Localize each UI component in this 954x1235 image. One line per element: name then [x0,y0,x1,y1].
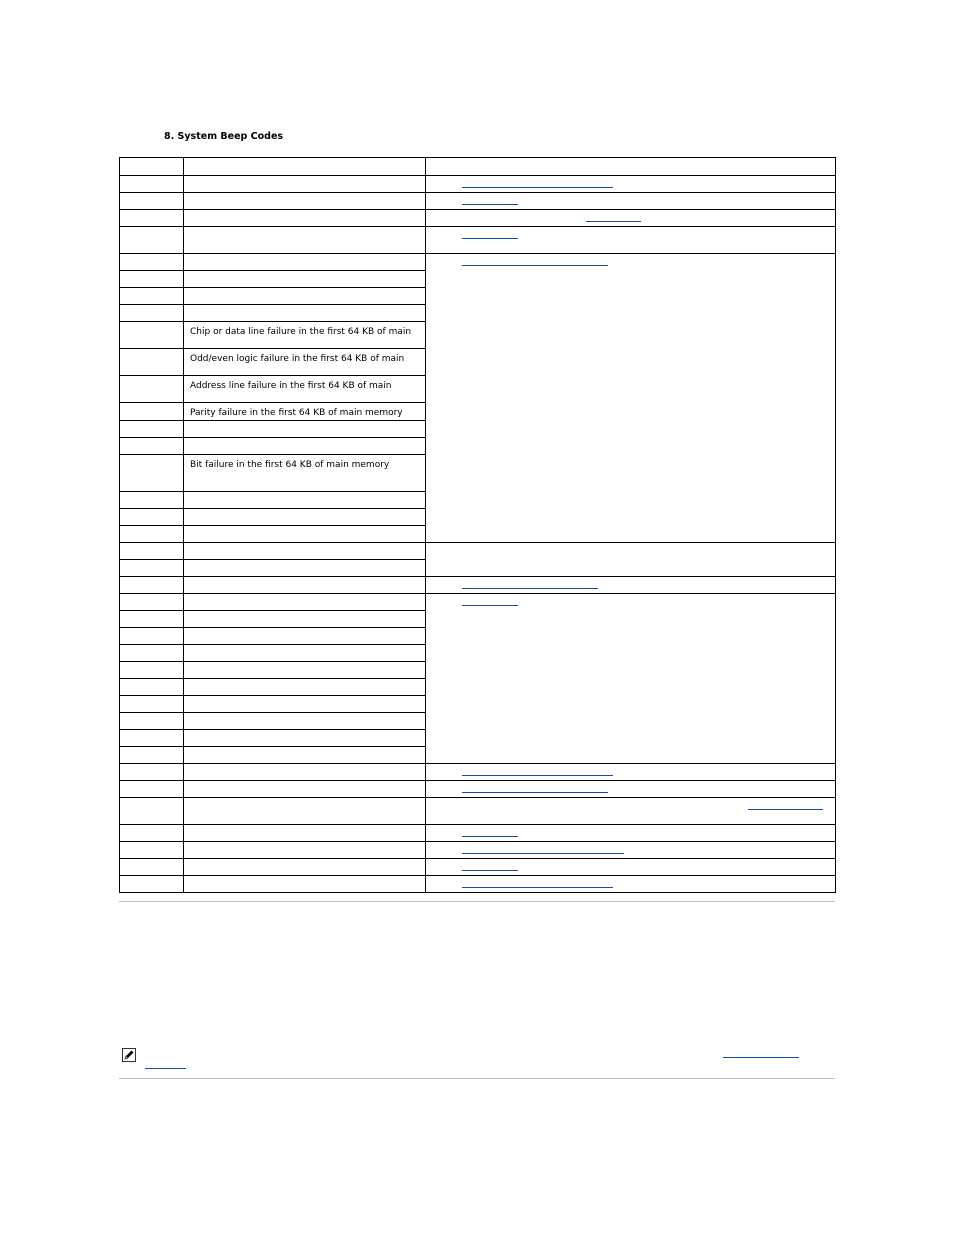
table-row [120,577,836,594]
code-cell [120,594,184,611]
code-cell [120,859,184,876]
cause-cell [184,713,426,730]
action-link[interactable] [748,809,823,810]
code-cell [120,509,184,526]
table-row [120,193,836,210]
action-cell [426,825,836,842]
cause-cell [184,764,426,781]
cause-cell [184,825,426,842]
action-link[interactable] [462,265,608,266]
note-link[interactable] [145,1068,186,1069]
action-link[interactable] [462,853,624,854]
cause-cell [184,438,426,455]
cause-cell [184,645,426,662]
cause-cell [184,210,426,227]
action-link[interactable] [586,221,641,222]
cause-cell [184,679,426,696]
action-cell [426,842,836,859]
section-title: 8. System Beep Codes [164,131,284,142]
cause-cell [184,747,426,764]
table-row [120,210,836,227]
code-cell [120,764,184,781]
action-cell [426,594,836,764]
action-link[interactable] [462,238,518,239]
cause-cell [184,798,426,825]
action-link[interactable] [462,836,518,837]
cause-cell [184,193,426,210]
code-cell [120,560,184,577]
code-cell [120,628,184,645]
cause-cell [184,305,426,322]
table-row [120,876,836,893]
code-cell [120,781,184,798]
cause-cell [184,842,426,859]
cause-cell [184,227,426,254]
cause-cell [184,696,426,713]
table-row [120,825,836,842]
action-cell [426,798,836,825]
table-row [120,859,836,876]
section-divider [119,901,835,902]
cause-cell [184,288,426,305]
cause-cell: Address line failure in the first 64 KB of main [184,376,426,403]
action-cell [426,193,836,210]
code-cell [120,543,184,560]
cause-cell [184,543,426,560]
code-cell [120,421,184,438]
cause-cell [184,254,426,271]
header-code-cell [120,158,184,176]
pencil-note-icon [122,1048,136,1062]
table-row [120,764,836,781]
code-cell [120,645,184,662]
cause-cell [184,176,426,193]
code-cell [120,798,184,825]
code-cell [120,713,184,730]
cause-cell [184,594,426,611]
cause-cell [184,526,426,543]
code-cell [120,492,184,509]
cause-cell [184,509,426,526]
code-cell [120,455,184,492]
cause-cell [184,492,426,509]
table-row [120,594,836,611]
code-cell [120,696,184,713]
table-row [120,560,836,577]
code-cell [120,876,184,893]
cause-cell: Chip or data line failure in the first 64 KB of main [184,322,426,349]
table-row [120,227,836,254]
cause-cell: Parity failure in the first 64 KB of main memory [184,403,426,421]
code-cell [120,176,184,193]
code-cell [120,747,184,764]
code-cell [120,322,184,349]
code-cell [120,193,184,210]
action-cell [426,254,836,543]
action-cell [426,859,836,876]
action-cell [426,176,836,193]
code-cell [120,288,184,305]
cause-cell [184,859,426,876]
table-row [120,254,836,271]
code-cell [120,842,184,859]
cause-cell [184,730,426,747]
beep-code-table-container [119,157,835,893]
code-cell [120,577,184,594]
action-link[interactable] [462,187,613,188]
action-cell [426,210,836,227]
cause-cell [184,560,426,577]
code-cell [120,271,184,288]
code-cell [120,349,184,376]
code-cell [120,526,184,543]
cause-cell [184,876,426,893]
table-row [120,781,836,798]
action-link[interactable] [462,588,598,589]
code-cell [120,376,184,403]
table-header-row [120,158,836,176]
code-cell [120,305,184,322]
action-link[interactable] [462,605,518,606]
code-cell [120,438,184,455]
code-cell [120,679,184,696]
beep-code-table [119,157,836,893]
header-action-cell [426,158,836,176]
code-cell [120,210,184,227]
table-row [120,842,836,859]
code-cell [120,662,184,679]
table-row [120,176,836,193]
cause-cell [184,577,426,594]
action-cell [426,876,836,893]
action-link[interactable] [462,792,608,793]
table-row [120,543,836,560]
code-cell [120,611,184,628]
cause-cell [184,271,426,288]
action-link[interactable] [462,870,518,871]
action-link[interactable] [462,775,613,776]
note-link[interactable] [723,1057,799,1058]
action-cell [426,227,836,254]
cause-cell [184,421,426,438]
code-cell [120,227,184,254]
action-cell [426,577,836,594]
code-cell [120,254,184,271]
section-divider [119,1078,835,1079]
action-cell [426,764,836,781]
cause-cell: Odd/even logic failure in the first 64 KB of main [184,349,426,376]
cause-cell [184,781,426,798]
cause-cell [184,628,426,645]
code-cell [120,403,184,421]
code-cell [120,730,184,747]
code-cell [120,825,184,842]
header-cause-cell [184,158,426,176]
cause-cell [184,662,426,679]
table-row [120,798,836,825]
action-link[interactable] [462,204,518,205]
cause-cell: Bit failure in the first 64 KB of main memory [184,455,426,492]
action-link[interactable] [462,887,613,888]
action-cell [426,781,836,798]
cause-cell [184,611,426,628]
